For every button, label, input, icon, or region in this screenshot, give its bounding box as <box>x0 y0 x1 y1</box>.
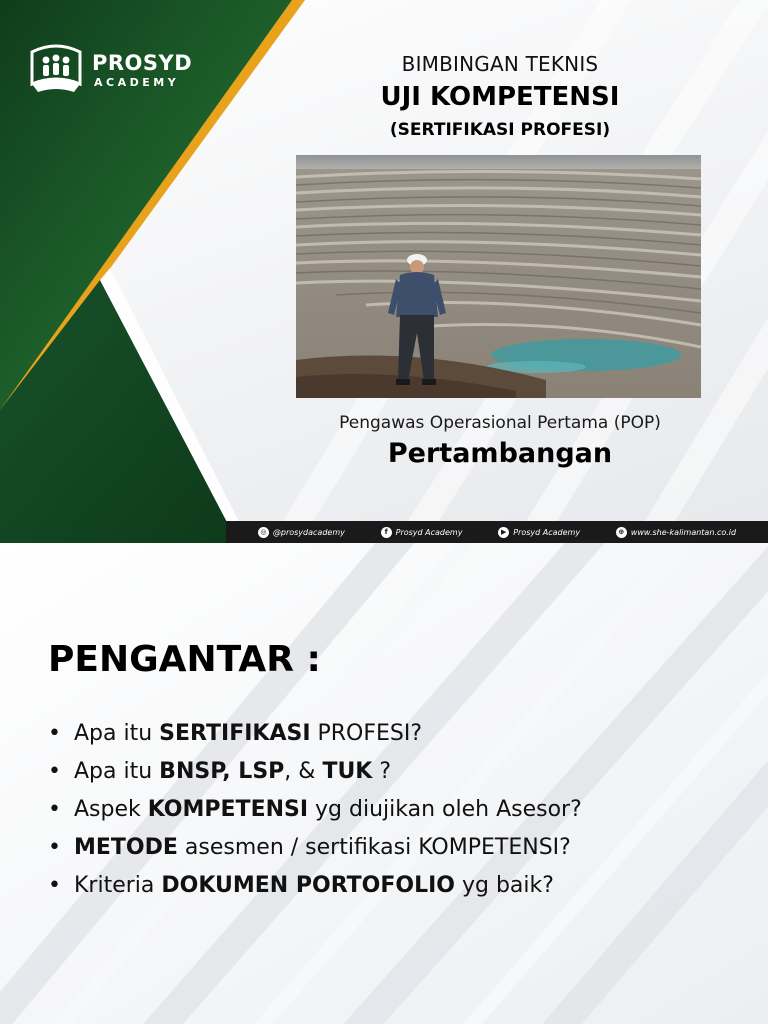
section-heading: PENGANTAR : <box>48 639 321 680</box>
bullet-marker: • <box>48 759 61 784</box>
social-instagram[interactable] <box>258 527 345 538</box>
list-text: ? <box>372 759 392 784</box>
list-text-bold: TUK <box>322 759 373 784</box>
intro-slide <box>0 543 768 1024</box>
list-item <box>48 753 582 791</box>
role-label: Pengawas Operasional Pertama (POP) <box>339 413 661 433</box>
social-bar <box>226 521 768 543</box>
globe-icon: ⊕ <box>616 527 627 538</box>
social-instagram-text: @prosydacademy <box>272 527 345 537</box>
mine-photo <box>296 155 701 398</box>
list-text-bold: KOMPETENSI <box>147 797 309 822</box>
bullet-marker: • <box>48 721 61 746</box>
list-item <box>48 715 582 753</box>
list-text-bold: BNSP, LSP <box>159 759 285 784</box>
bullet-marker: • <box>48 873 61 898</box>
bullet-marker: • <box>48 835 61 860</box>
list-text: PROFESI? <box>310 721 423 746</box>
cover-title: UJI KOMPETENSI <box>380 82 620 112</box>
list-text: yg diujikan oleh Asesor? <box>308 797 582 822</box>
social-website[interactable] <box>616 527 736 538</box>
list-item <box>48 829 582 867</box>
youtube-icon: ▶ <box>498 527 509 538</box>
cover-subtitle: (SERTIFIKASI PROFESI) <box>389 120 611 140</box>
list-text-bold: METODE <box>74 835 178 860</box>
social-youtube[interactable] <box>498 527 580 538</box>
field-label: Pertambangan <box>387 438 613 469</box>
social-website-text: www.she-kalimantan.co.id <box>630 527 737 537</box>
list-text: Apa itu <box>74 759 160 784</box>
social-facebook[interactable] <box>381 527 463 538</box>
facebook-icon: f <box>381 527 392 538</box>
prosyd-logo <box>28 44 192 96</box>
bullet-list <box>48 715 582 905</box>
social-youtube-text: Prosyd Academy <box>513 527 581 537</box>
social-facebook-text: Prosyd Academy <box>395 527 463 537</box>
logo-name: PROSYD <box>92 50 193 75</box>
list-text: Kriteria <box>74 873 162 898</box>
logo-subtitle: ACADEMY <box>94 75 180 89</box>
list-text: yg baik? <box>455 873 554 898</box>
list-text: Aspek <box>74 797 148 822</box>
list-item <box>48 791 582 829</box>
list-item <box>48 867 582 905</box>
pretitle: BIMBINGAN TEKNIS <box>401 52 599 76</box>
academy-book-icon <box>28 44 84 96</box>
list-text-bold: DOKUMEN PORTOFOLIO <box>161 873 455 898</box>
list-text: asesmen / sertifikasi KOMPETENSI? <box>177 835 571 860</box>
list-text: Apa itu <box>74 721 160 746</box>
list-text-bold: SERTIFIKASI <box>159 721 311 746</box>
bullet-marker: • <box>48 797 61 822</box>
list-text: , & <box>284 759 323 784</box>
instagram-icon: ◎ <box>258 527 269 538</box>
